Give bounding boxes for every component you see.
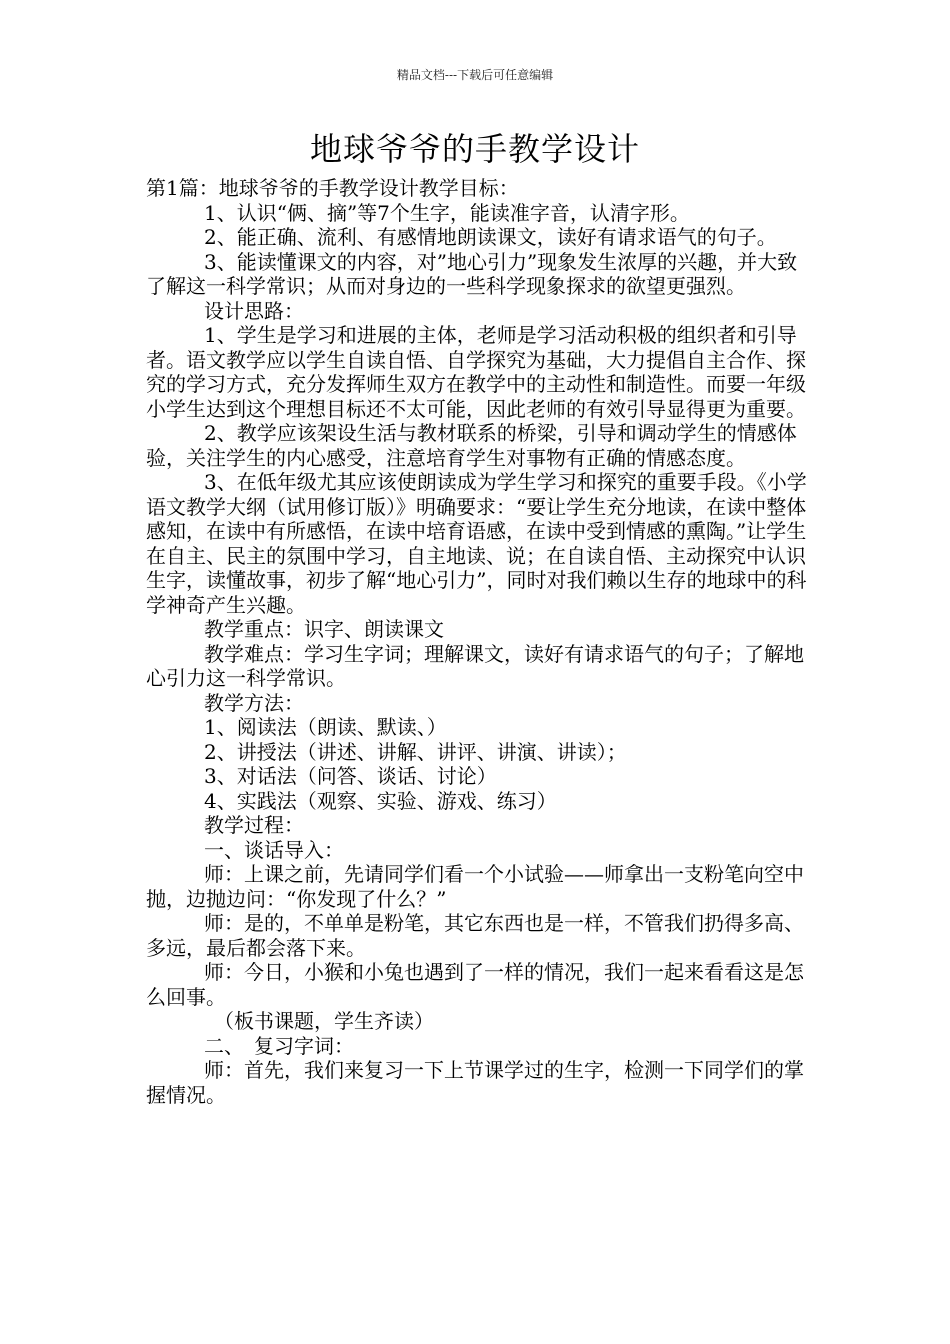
teaching-process-heading: 教学过程： (204, 813, 304, 837)
teaching-methods-heading: 教学方法： (204, 690, 304, 715)
teaching-focus: 教学重点：识字、朗读课文 (204, 617, 444, 641)
section-heading: 第1篇：地球爷爷的手教学设计教学目标： (146, 176, 519, 200)
teacher-line-4: 师：首先，我们来复习一下上节课学过的生字，检测一下同学们的掌握情况。 (146, 1058, 804, 1107)
teaching-difficulty: 教学难点：学习生字词；理解课文，读好有请求语气的句子；了解地心引力这一科学常识。 (146, 641, 804, 690)
document-body (146, 176, 810, 1107)
document-title: 地球爷爷的手教学设计 (309, 130, 640, 168)
method-4: 4、实践法（观察、实验、游戏、练习） (204, 788, 557, 813)
teacher-line-2: 师：是的，不单单是粉笔，其它东西也是一样，不管我们扔得多高、多远，最后都会落下来。 (146, 911, 804, 960)
method-2: 2、讲授法（讲述、讲解、讲评、讲演、讲读）； (204, 739, 627, 764)
teacher-line-3: 师：今日，小猴和小兔也遇到了一样的情况，我们一起来看看这是怎么回事。 (146, 960, 804, 1009)
objective-1: 1、认识“俩、摘”等7个生字，能读准字音，认清字形。 (204, 200, 690, 225)
design-idea-3: 3、在低年级尤其应该使朗读成为学生学习和探究的重要手段。《小学语文教学大纲（试用修订版）》明确要求：“要让学生充分地读，在读中整体感知，在读中有所感悟，在读中培育语感，在读中受到情感的熏陶。”让学生在自主、民主的氛围中学习，自主地读、说；在自读自悟、主动探究中认识生字，读懂故事，初步了解“地心引力”，同时对我们赖以生存的地球中的科学神奇产生兴趣。 (146, 470, 807, 617)
objective-3: 3、能读懂课文的内容，对”地心引力”现象发生浓厚的兴趣，并大致了解这一科学常识；从而对身边的一些科学现象探求的欲望更强烈。 (146, 249, 798, 298)
step-1-heading: 一、谈话导入： (204, 837, 344, 862)
method-1: 1、阅读法（朗读、默读、） (204, 715, 447, 739)
design-idea-1: 1、学生是学习和进展的主体，老师是学习活动积极的组织者和引导者。语文教学应以学生自读自悟、自学探究为基础，大力提倡自主合作、探究的学习方式，充分发挥师生双方在教学中的主动性和制造性。而要一年级小学生达到这个理想目标还不太可能，因此老师的有效引导显得更为重要。 (146, 323, 806, 421)
board-note: （板书课题，学生齐读） (214, 1009, 434, 1033)
objective-2: 2、能正确、流利、有感情地朗读课文，读好有请求语气的句子。 (204, 225, 777, 249)
teacher-line-1: 师：上课之前，先请同学们看一个小试验——师拿出一支粉笔向空中抛，边抛边问：“你发现了什么？” (146, 862, 804, 911)
design-idea-2: 2、教学应该架设生活与教材联系的桥梁，引导和调动学生的情感体验，关注学生的内心感受，注意培育学生对事物有正确的情感态度。 (146, 421, 797, 470)
method-3: 3、对话法（问答、谈话、讨论） (204, 764, 497, 788)
step-2-heading: 二、 复习字词： (204, 1033, 354, 1058)
design-idea-heading: 设计思路： (204, 298, 304, 323)
page-header: 精品文档---下载后可任意编辑 (396, 68, 554, 82)
